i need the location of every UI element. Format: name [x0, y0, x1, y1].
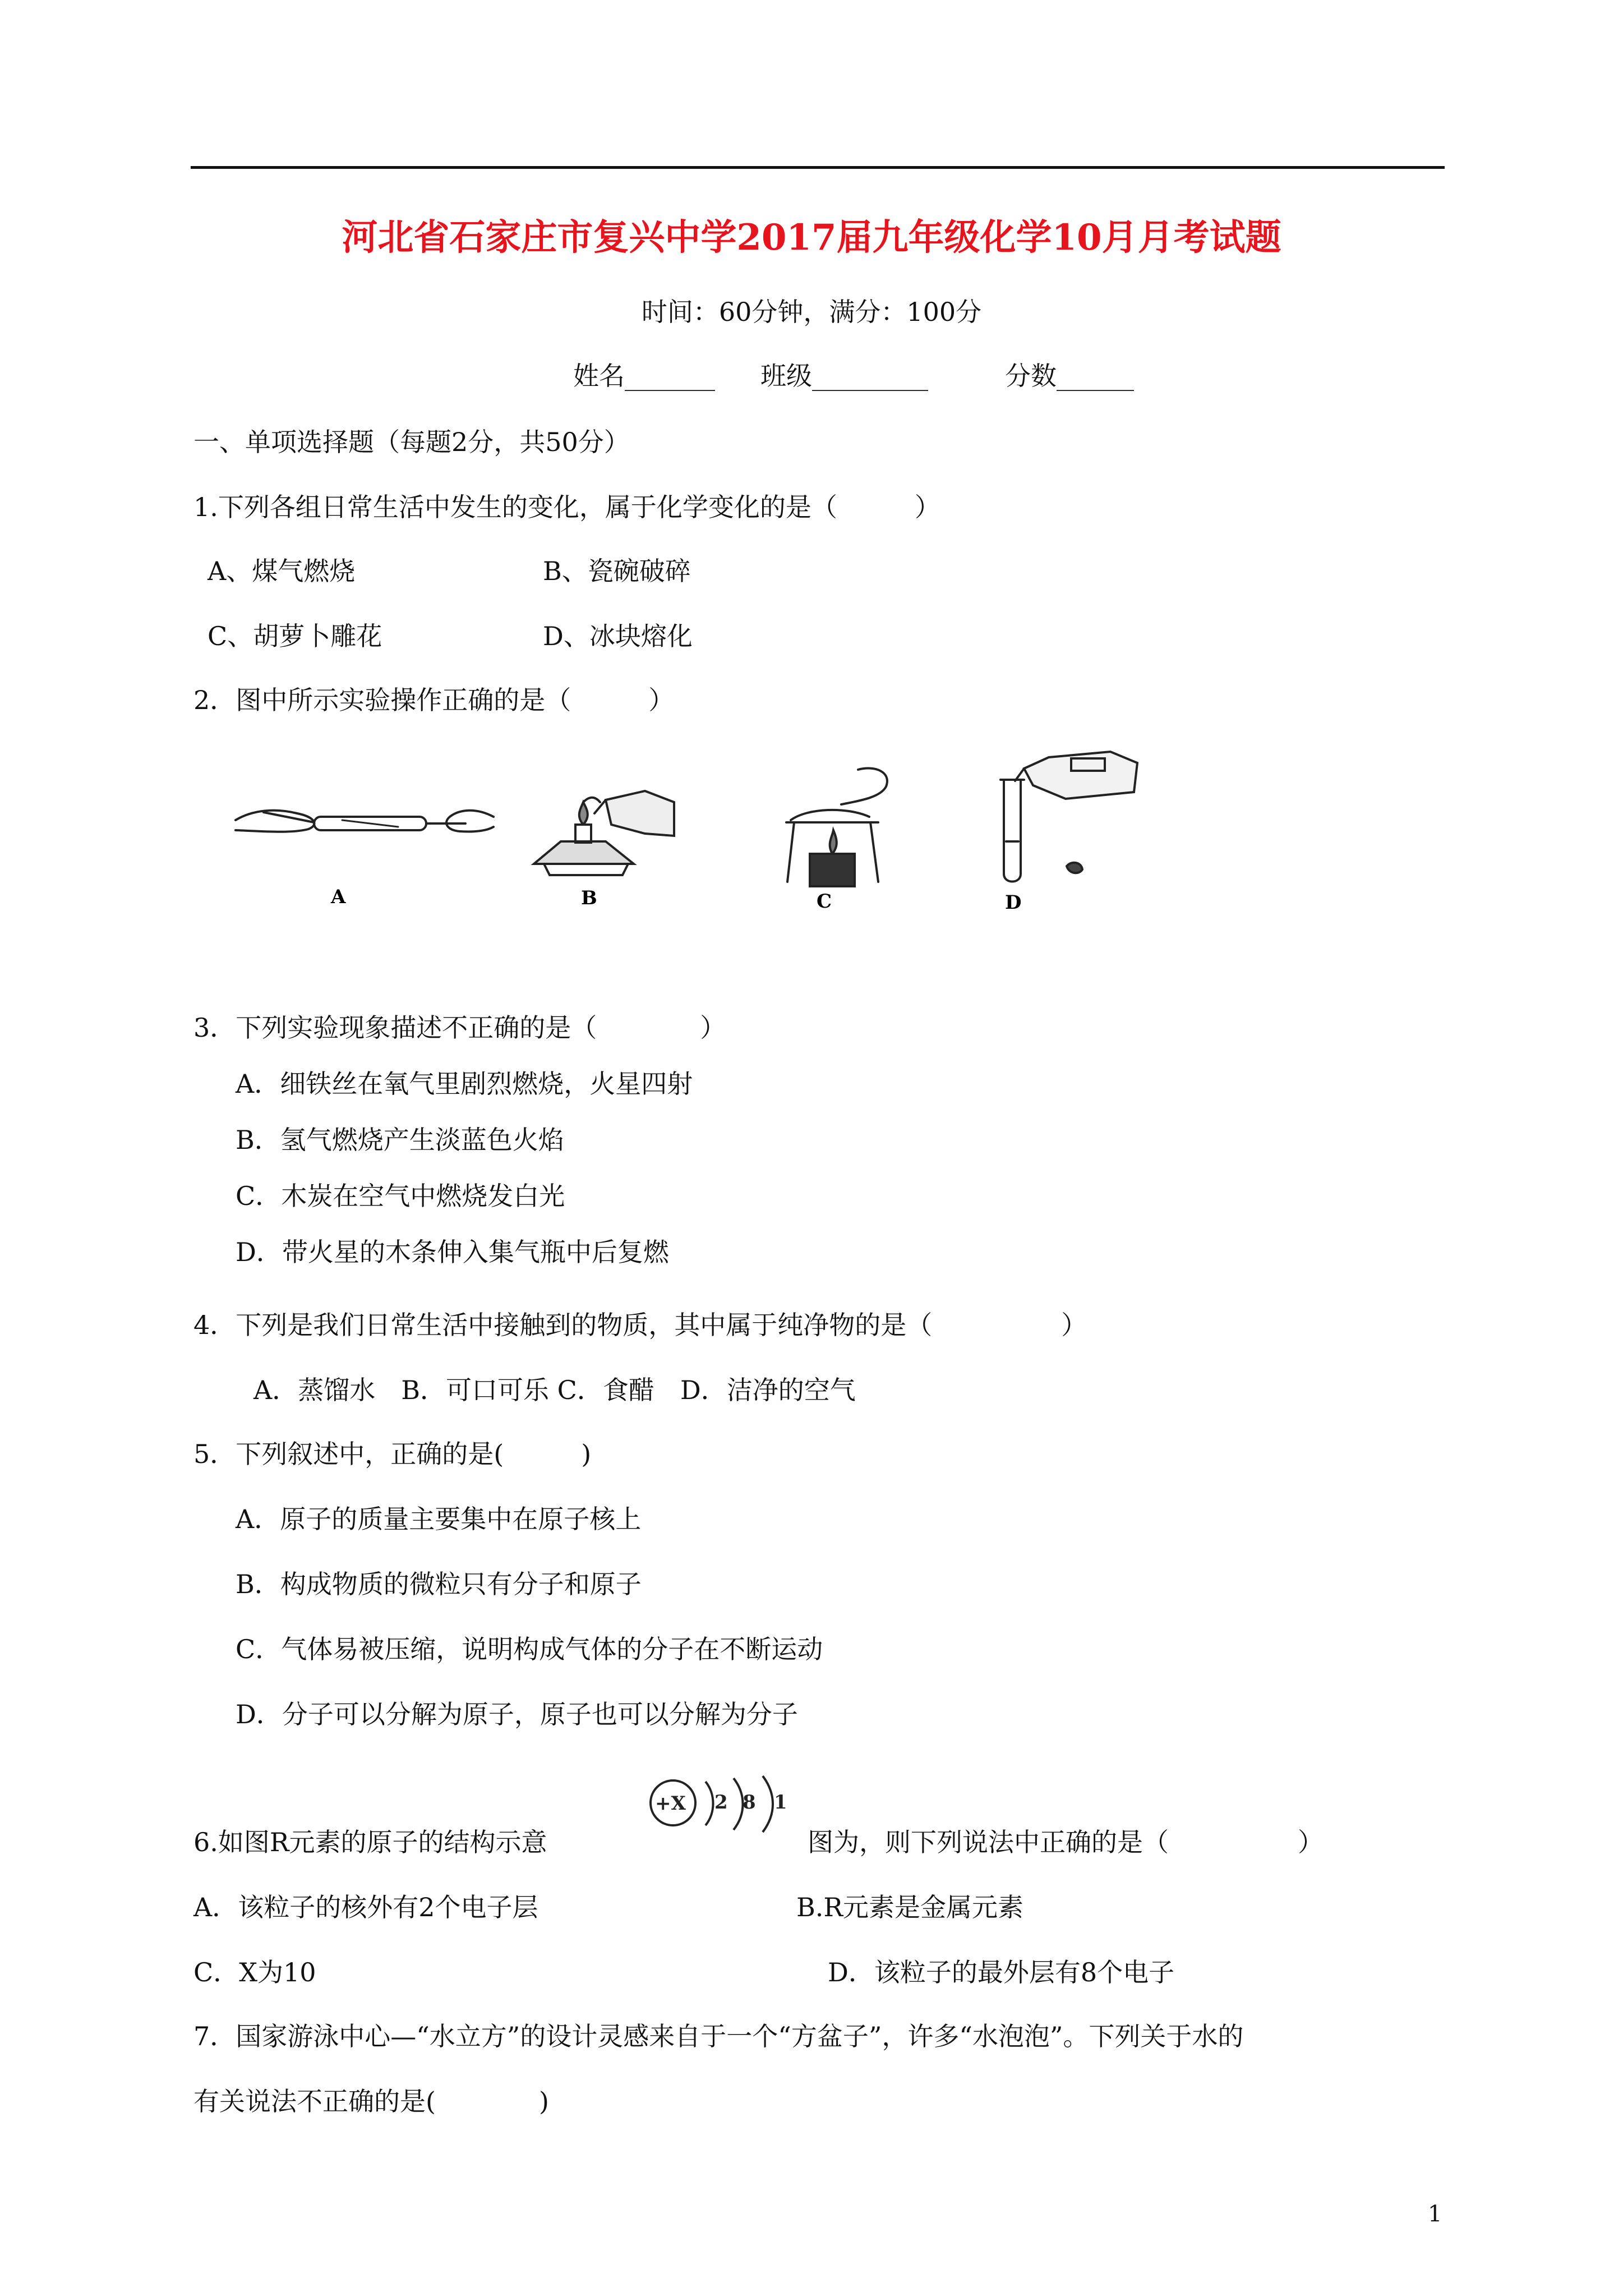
q6-nucleus: +X [655, 1792, 686, 1815]
q5-stem: 5．下列叙述中，正确的是( ) [193, 1439, 592, 1469]
q3-stem: 3．下列实验现象描述不正确的是（ ） [193, 1013, 726, 1043]
q4-options: A．蒸馏水 B．可口可乐 C．食醋 D．洁净的空气 [253, 1375, 856, 1405]
q6-atom-diagram [644, 1774, 801, 1835]
q7-stem-line1: 7．国家游泳中心—“水立方”的设计灵感来自于一个“方盆子”，许多“水泡泡”。下列关于水的 [193, 2021, 1244, 2051]
q6-option-b: B.R元素是金属元素 [796, 1892, 1024, 1922]
q7-stem-line2: 有关说法不正确的是( ) [193, 2086, 549, 2116]
q5-option-a: A．原子的质量主要集中在原子核上 [236, 1504, 642, 1534]
q6-stem-pre: 6.如图R元素的原子的结构示意 [193, 1827, 547, 1857]
q4-stem: 4．下列是我们日常生活中接触到的物质，其中属于纯净物的是（ ） [193, 1310, 1087, 1340]
q5-option-b: B．构成物质的微粒只有分子和原子 [236, 1569, 642, 1599]
q6-stem-post: 图为，则下列说法中正确的是（ ） [808, 1827, 1324, 1857]
q3-option-b: B．氢气燃烧产生淡蓝色火焰 [236, 1125, 564, 1155]
q6-option-a: A．该粒子的核外有2个电子层 [193, 1892, 538, 1922]
q2-label-b: B [581, 887, 597, 909]
page-number: 1 [1428, 2201, 1442, 2227]
q2-figure-a [230, 769, 499, 914]
q2-figure-d [981, 746, 1155, 914]
q1-option-d: D、冰块熔化 [543, 621, 693, 651]
q1-option-b: B、瓷碗破碎 [543, 556, 691, 586]
score-field: 分数______ [1005, 361, 1134, 391]
q2-figure-c [774, 764, 903, 921]
top-rule [191, 166, 1445, 169]
name-field: 姓名_______ [573, 361, 715, 391]
q1-option-a: A、煤气燃烧 [208, 556, 356, 586]
q6-shell-1: 2 [714, 1791, 728, 1814]
q2-label-d: D [1005, 891, 1022, 914]
q3-option-c: C．木炭在空气中燃烧发白光 [236, 1181, 565, 1211]
q2-stem: 2．图中所示实验操作正确的是（ ） [193, 685, 675, 715]
q6-shell-3: 1 [774, 1791, 787, 1814]
q1-stem: 1.下列各组日常生活中发生的变化，属于化学变化的是（ ） [193, 492, 940, 522]
q6-option-c: C．X为10 [193, 1957, 316, 1987]
q1-option-c: C、胡萝卜雕花 [208, 621, 382, 651]
q6-option-d: D．该粒子的最外层有8个电子 [828, 1957, 1175, 1987]
q2-label-a: A [331, 886, 346, 908]
q5-option-d: D．分子可以分解为原子，原子也可以分解为分子 [236, 1699, 798, 1729]
q2-figure-b [527, 780, 695, 914]
class-field: 班级_________ [760, 361, 928, 391]
exam-title: 河北省石家庄市复兴中学2017届九年级化学10月月考试题 [342, 217, 1281, 259]
q6-shell-2: 8 [743, 1791, 756, 1814]
q2-label-c: C [817, 890, 832, 913]
q3-option-a: A．细铁丝在氧气里剧烈燃烧，火星四射 [236, 1069, 693, 1099]
time-info: 时间：60分钟，满分：100分 [641, 297, 982, 327]
section-header: 一、单项选择题（每题2分，共50分） [193, 427, 630, 457]
q3-option-d: D．带火星的木条伸入集气瓶中后复燃 [236, 1237, 669, 1267]
q5-option-c: C．气体易被压缩，说明构成气体的分子在不断运动 [236, 1634, 823, 1664]
